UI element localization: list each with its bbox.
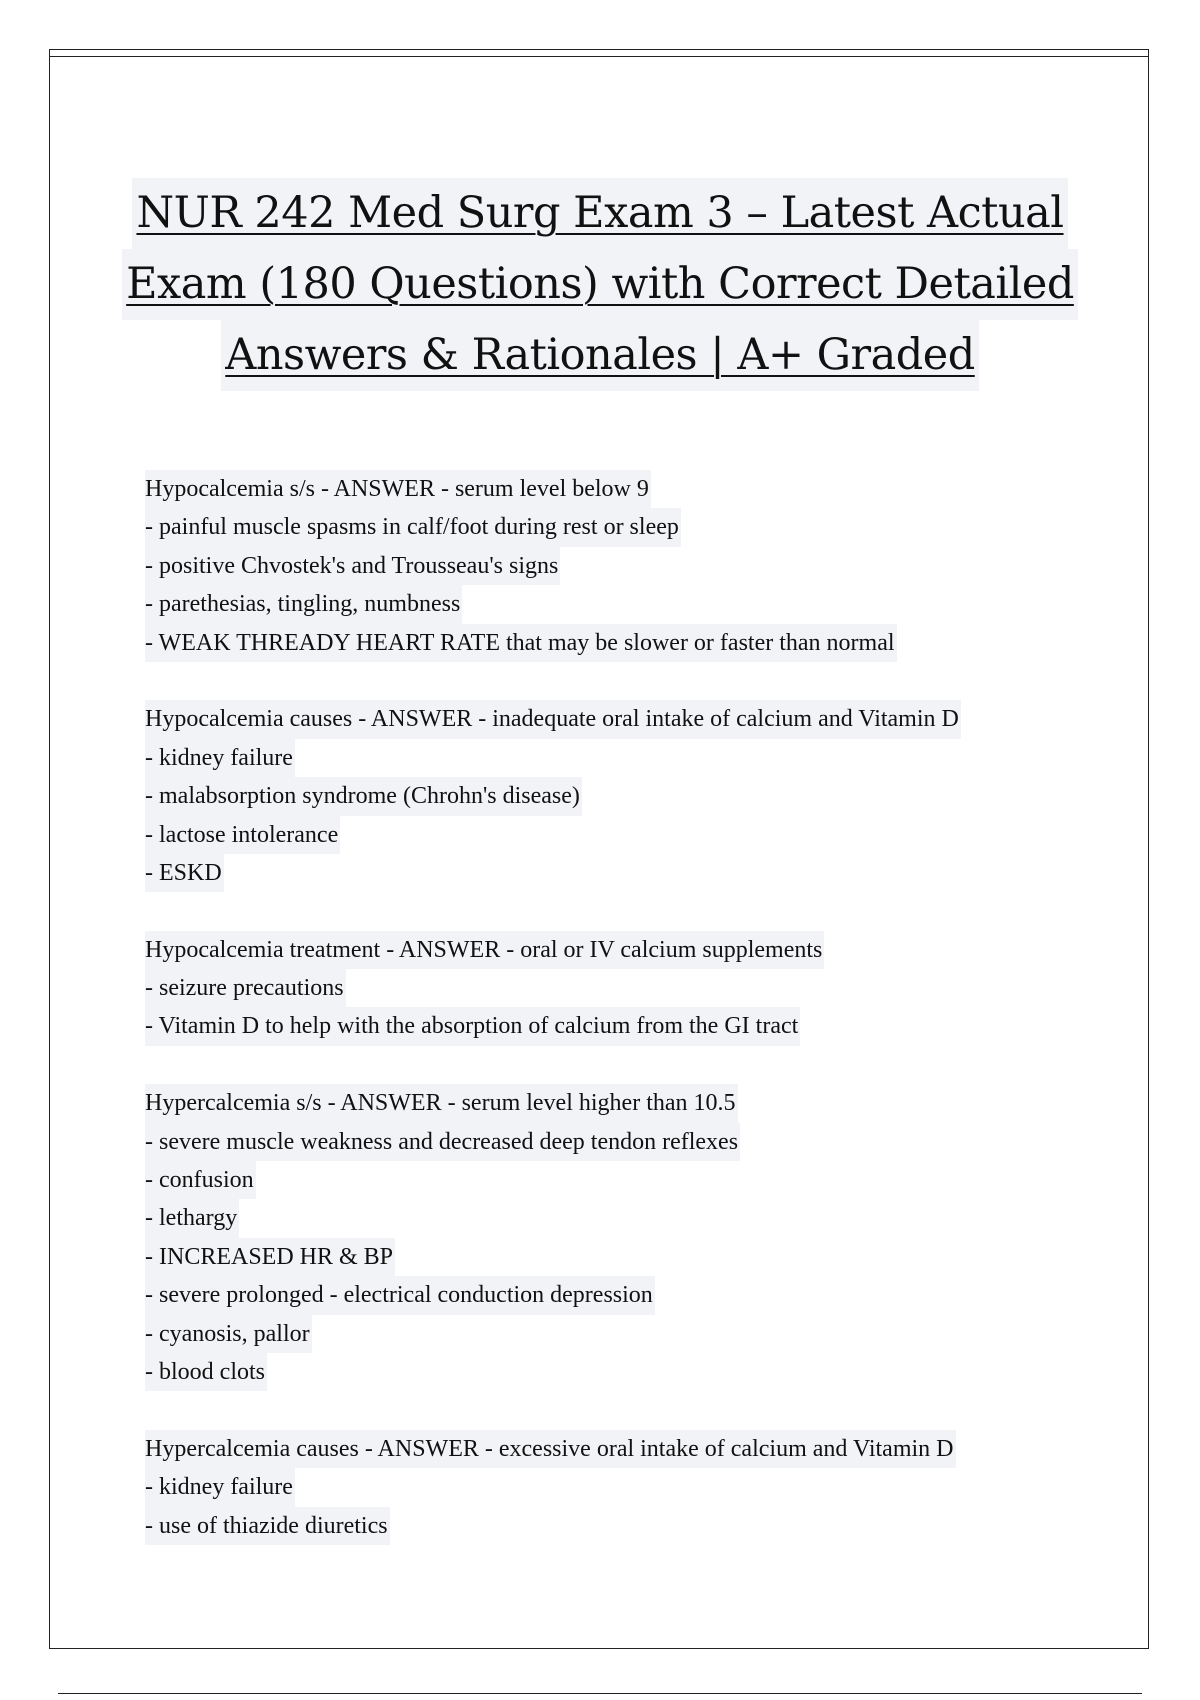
qa-answer-line: - severe muscle weakness and decreased deep tendon reflexes [145, 1123, 740, 1161]
title-line: Answers & Rationales | A+ Graded [221, 320, 978, 391]
qa-answer-line: - painful muscle spasms in calf/foot during rest or sleep [145, 508, 681, 546]
title-line: NUR 242 Med Surg Exam 3 – Latest Actual [132, 178, 1067, 249]
document-title [100, 178, 1100, 391]
qa-answer-line: - parethesias, tingling, numbness [145, 585, 462, 623]
qa-block-hypercalcemia-signs [145, 1084, 1095, 1391]
qa-answer-line: - INCREASED HR & BP [145, 1238, 395, 1276]
qa-answer-line: - WEAK THREADY HEART RATE that may be slower or faster than normal [145, 624, 897, 662]
bottom-rule [58, 1693, 1142, 1694]
qa-answer-line: - seizure precautions [145, 969, 346, 1007]
qa-question-line: Hypocalcemia causes - ANSWER - inadequate oral intake of calcium and Vitamin D [145, 700, 961, 738]
qa-answer-line: - severe prolonged - electrical conduction depression [145, 1276, 655, 1314]
qa-answer-line: - lethargy [145, 1199, 239, 1237]
title-line: Exam (180 Questions) with Correct Detailed [122, 249, 1078, 320]
qa-answer-line: - kidney failure [145, 739, 295, 777]
qa-answer-line: - use of thiazide diuretics [145, 1507, 390, 1545]
qa-answer-line: - kidney failure [145, 1468, 295, 1506]
qa-answer-line: - ESKD [145, 854, 224, 892]
qa-block-hypercalcemia-causes [145, 1430, 1095, 1545]
qa-block-hypocalcemia-treatment [145, 931, 1095, 1046]
qa-question-line: Hypercalcemia s/s - ANSWER - serum level higher than 10.5 [145, 1084, 738, 1122]
qa-question-line: Hypocalcemia s/s - ANSWER - serum level below 9 [145, 470, 651, 508]
qa-answer-line: - Vitamin D to help with the absorption of calcium from the GI tract [145, 1007, 800, 1045]
qa-answer-line: - positive Chvostek's and Trousseau's signs [145, 547, 560, 585]
qa-answer-line: - confusion [145, 1161, 256, 1199]
qa-answer-line: - malabsorption syndrome (Chrohn's disease) [145, 777, 582, 815]
frame-top-rule [49, 56, 1149, 57]
qa-list [145, 470, 1095, 1583]
qa-question-line: Hypocalcemia treatment - ANSWER - oral or IV calcium supplements [145, 931, 824, 969]
qa-block-hypocalcemia-causes [145, 700, 1095, 892]
qa-answer-line: - blood clots [145, 1353, 267, 1391]
qa-answer-line: - cyanosis, pallor [145, 1315, 312, 1353]
qa-question-line: Hypercalcemia causes - ANSWER - excessive oral intake of calcium and Vitamin D [145, 1430, 956, 1468]
qa-block-hypocalcemia-signs [145, 470, 1095, 662]
qa-answer-line: - lactose intolerance [145, 816, 340, 854]
